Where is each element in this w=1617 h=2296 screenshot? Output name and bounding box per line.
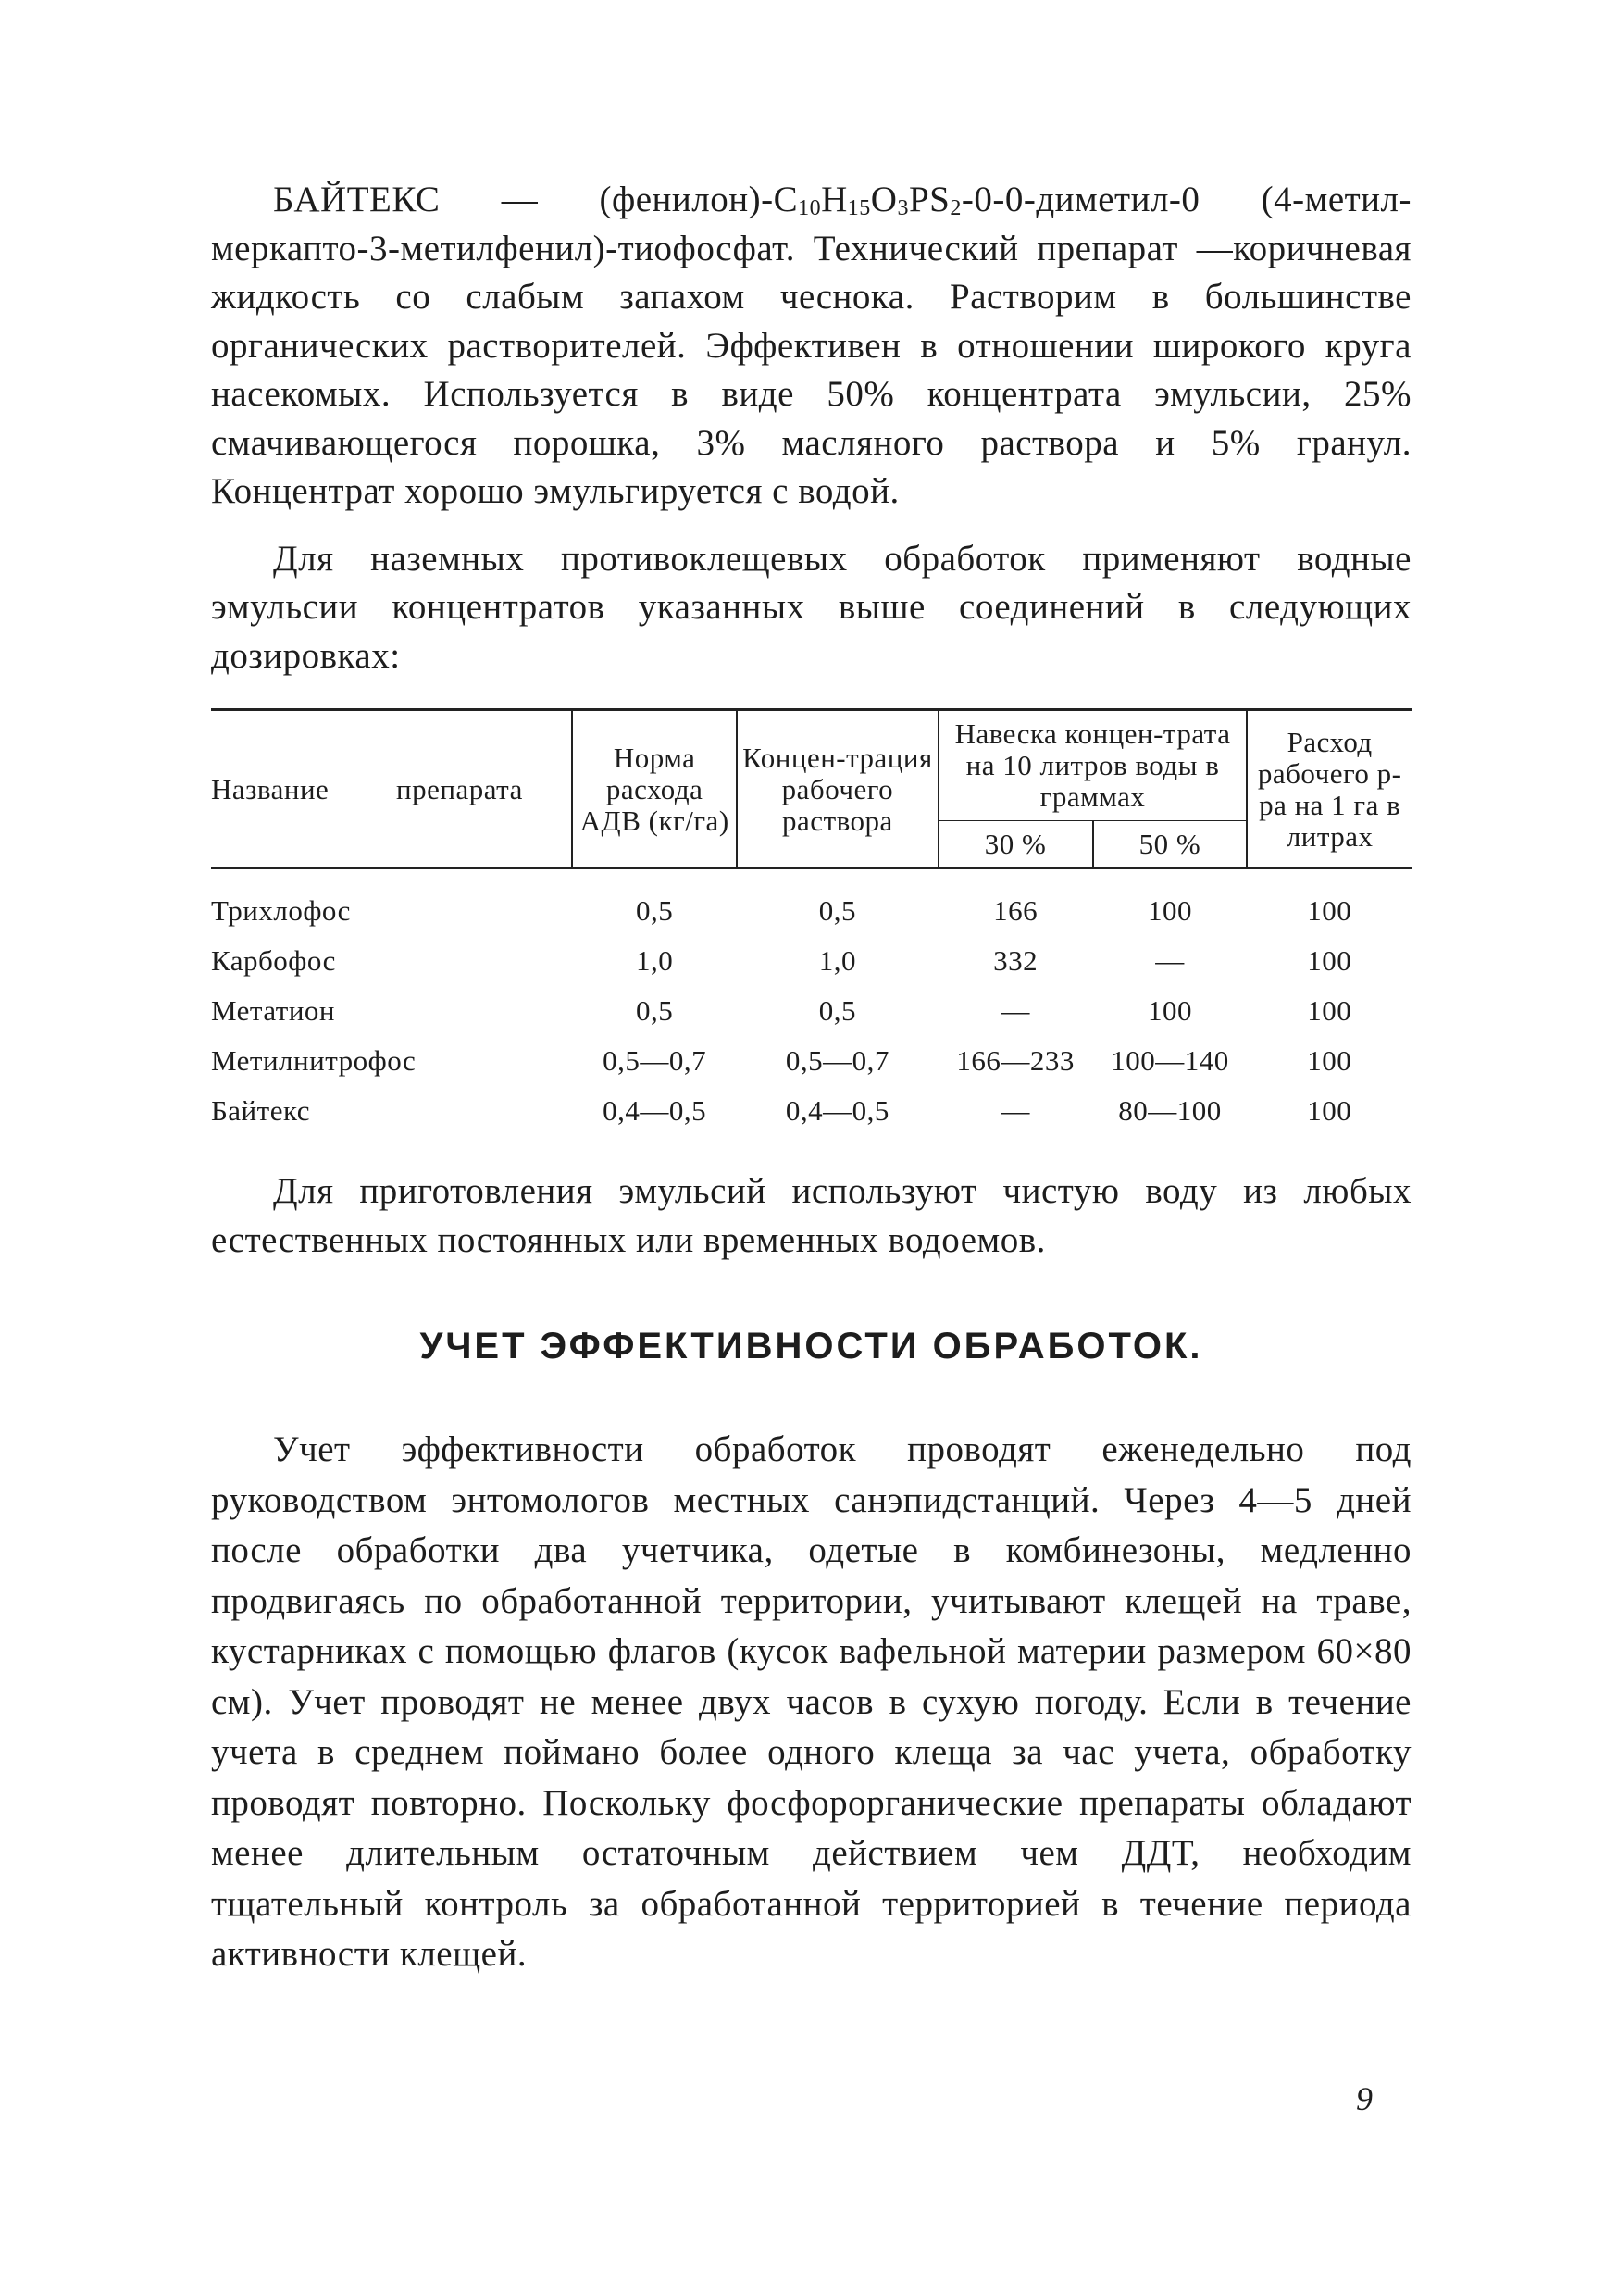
header-drug-name: Название препарата — [211, 710, 572, 869]
ground-treatment-paragraph: Для наземных противоклещевых обработок применяют водные эмульсии концентратов указанных выше соединений в следующих дозировках: — [211, 538, 1412, 676]
cell-conc: 1,0 — [818, 944, 857, 977]
dosage-table — [211, 708, 1412, 1136]
cell-flow: 100 — [1307, 1094, 1352, 1127]
header-weight-50: 50 % — [1093, 821, 1248, 869]
cell-norm: 0,5 — [636, 894, 674, 927]
header-weight-30: 30 % — [939, 821, 1093, 869]
cell-w50: 100 — [1147, 894, 1192, 927]
cell-w50: — — [1155, 944, 1185, 977]
preparation-paragraph: Для приготовления эмульсий используют чистую воду из любых естественных постоянных или временных водоемов. — [211, 1171, 1412, 1260]
cell-w50: 80—100 — [1118, 1094, 1222, 1127]
cell-norm: 0,4—0,5 — [603, 1094, 707, 1127]
header-weight: Навеска концен-трата на 10 литров воды в граммах — [939, 710, 1248, 821]
page-number: 9 — [1356, 2080, 1373, 2117]
table-row — [211, 868, 1412, 936]
cell-name: Байтекс — [211, 1094, 311, 1127]
table-row — [211, 1036, 1412, 1086]
cell-conc: 0,5 — [818, 994, 857, 1027]
cell-w30: 166 — [993, 894, 1039, 927]
cell-conc: 0,5—0,7 — [785, 1044, 889, 1077]
baytex-paragraph: БАЙТЕКС — $(фенилон)-C_{10}H_{15}O_3PS_2-0-0-диметил-0$ (4-метил-меркапто-3-метилфенил)-тиофосфат. Технический препарат —коричневая жидкость со слабым запахом чеснока. Растворим в большинстве органических растворителей. Эффективен в отношении широкого круга насекомых. Используется в виде 50% концентрата эмульсии, 25% смачивающегося порошка, 3% масляного раствора и 5% гранул. Концентрат хорошо эмульгируется с водой. — [211, 180, 1412, 511]
section-title: УЧЕТ ЭФФЕКТИВНОСТИ ОБРАБОТОК. — [419, 1326, 1203, 1366]
header-flow: Расход рабочего р-ра на 1 га в литрах — [1247, 710, 1412, 869]
cell-flow: 100 — [1307, 1044, 1352, 1077]
table-row — [211, 1086, 1412, 1136]
cell-w50: 100—140 — [1111, 1044, 1229, 1077]
cell-flow: 100 — [1307, 944, 1352, 977]
dosage-table-wrap — [211, 708, 1412, 1136]
cell-conc: 0,4—0,5 — [785, 1094, 889, 1127]
cell-norm: 0,5 — [636, 994, 674, 1027]
table-row — [211, 936, 1412, 986]
cell-w50: 100 — [1147, 994, 1192, 1027]
cell-name: Карбофос — [211, 944, 336, 977]
cell-w30: 332 — [993, 944, 1039, 977]
header-concentration: Концен-трация рабочего раствора — [737, 710, 938, 869]
cell-conc: 0,5 — [818, 894, 857, 927]
cell-flow: 100 — [1307, 894, 1352, 927]
cell-flow: 100 — [1307, 994, 1352, 1027]
cell-name: Метатион — [211, 994, 336, 1027]
cell-w30: — — [1001, 994, 1030, 1027]
page-content — [211, 176, 1412, 1980]
cell-name: Трихлофос — [211, 894, 351, 927]
cell-norm: 0,5—0,7 — [603, 1044, 707, 1077]
cell-name: Метилнитрофос — [211, 1044, 417, 1077]
cell-w30: 166—233 — [956, 1044, 1075, 1077]
effectiveness-accounting-paragraph: Учет эффективности обработок проводят еженедельно под руководством энтомологов местных санэпидстанций. Через 4—5 дней после обработки два учетчика, одетые в комбинезоны, медленно продвигаясь по обработанной территории, учитывают клещей на траве, кустарниках с помощью флагов (кусок вафельной материи размером 60×80 см). Учет проводят не менее двух часов в сухую погоду. Если в течение учета в среднем поймано более одного клеща за час учета, обработку проводят повторно. Поскольку фосфорорганические препараты обладают менее длительным остаточным действием чем ДДТ, необходим тщательный контроль за обработанной территорией в течение периода активности клещей. — [211, 1429, 1412, 1974]
cell-norm: 1,0 — [636, 944, 674, 977]
cell-w30: — — [1001, 1094, 1030, 1127]
table-row — [211, 986, 1412, 1036]
header-norm: Норма расхода АДВ (кг/га) — [572, 710, 737, 869]
